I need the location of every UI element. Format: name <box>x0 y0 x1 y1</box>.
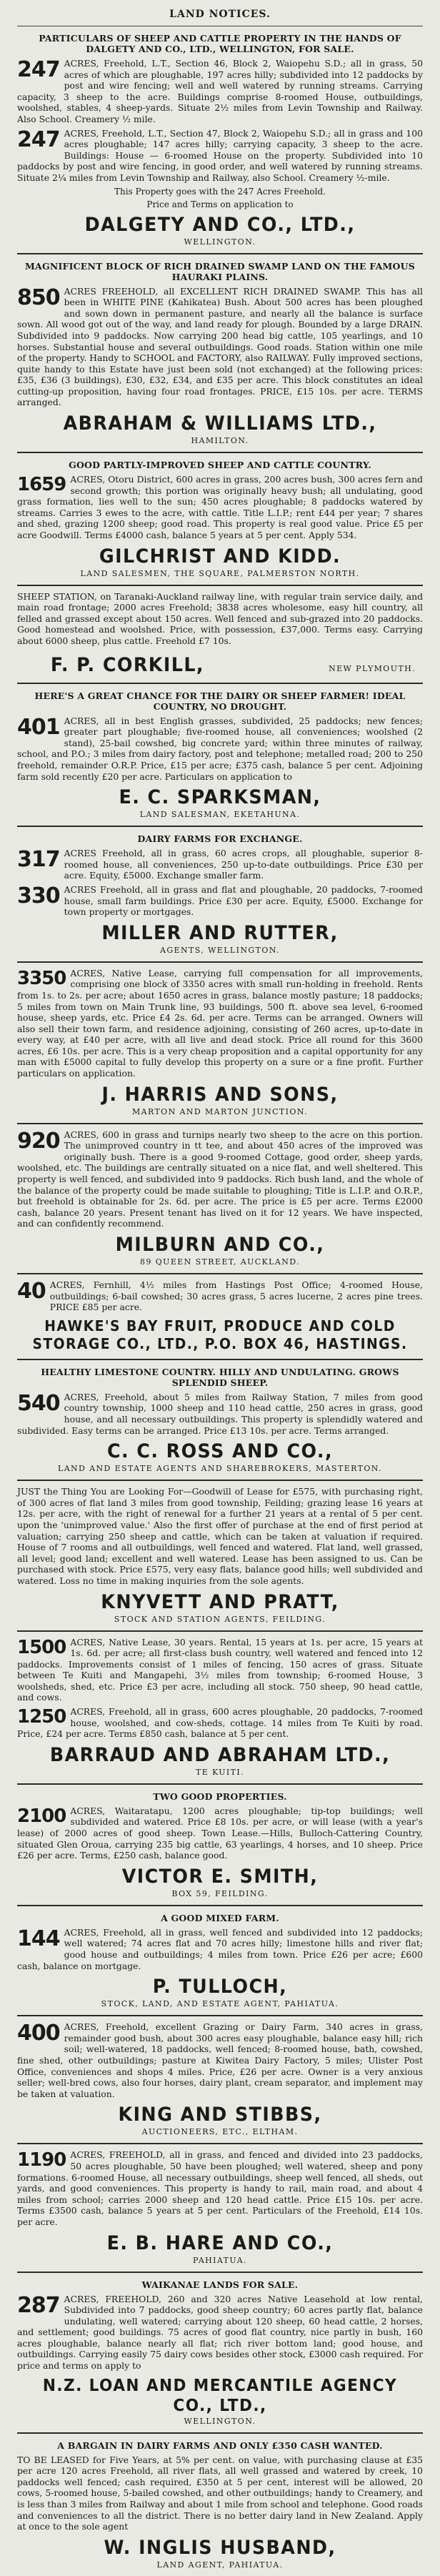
advert-heading: GOOD PARTLY-IMPROVED SHEEP AND CATTLE COUNTRY. <box>69 460 371 471</box>
property-listing <box>17 1129 423 1229</box>
agent-location: LAND AGENT, PAHIATUA. <box>156 2560 284 2570</box>
agent-location: LAND SALESMEN, THE SQUARE, PALMERSTON NORTH. <box>80 568 360 578</box>
listing-text: ACRES, Freehold, L.T., Section 46, Block 2, Waiopehu S.D.; all in grass, 50 acres of which are ploughable, 197 acres hilly; subdivided into 12 paddocks by post and wire fencing; well and well watered by running streams. Carrying capacity, 3 sheep to the acre. Buildings comprise 8-roomed House, outbuildings, woolshed, stables, 4 sheep-yards. Situate 2½ miles from Levin Township and Railway. Also School. Creamery ½ mile. <box>17 58 423 124</box>
land-advertisement <box>17 683 423 826</box>
listing-text: ACRES, Freehold, L.T., Section 47, Block 2, Waiopehu S.D.; all in grass and 100 acres ploughable; 147 acres hilly; carrying capacity, 3 sheep to the acre. Buildings: House — 6-roomed House on the property. Subdivided into 10 paddocks by post and wire fencing, in good order, and well watered by running streams. Situate 2¼ miles from Levin Township and Railway, also School. Creamery ½-mile. <box>17 127 423 183</box>
listing-text: ACRES, Otoru District, 600 acres in grass, 200 acres bush, 300 acres fern and second growth; this portion was originally heavy bush; all undulating, good grass formation, lies well to the sun; 450 acres ploughable; 8 paddocks watered by streams. Carries 3 ewes to the acre, with cattle. Title L.I.P.; rent £44 per year; 7 shares and shed, grazing 1200 sheep; good road. This property is real good value. Price £5 per acre Goodwill. Terms £4000 cash, balance 5 years at 5 per cent. Apply 534. <box>17 474 423 541</box>
agent-location: STOCK, LAND, AND ESTATE AGENT, PAHIATUA. <box>101 1999 339 2009</box>
agent-location: HAMILTON. <box>191 436 249 446</box>
acreage-number: 400 <box>17 2021 60 2046</box>
agent-name: E. C. SPARKSMAN, <box>119 786 321 809</box>
land-advertisement <box>17 1359 423 1480</box>
agent-name: GILCHRIST AND KIDD. <box>99 545 341 568</box>
acreage-number: 920 <box>17 1128 60 1154</box>
acreage-number: 144 <box>17 1926 60 1951</box>
agent-name: C. C. ROSS AND CO., <box>106 1440 334 1463</box>
land-advertisement <box>17 585 423 683</box>
listing-text: TO BE LEASED for Five Years, at 5% per cent. on value, with purchasing clause at £35 per acre 120 acres Freehold, all river flats, all well grassed and watered by creek, 10 paddocks well fenced; cash required, £350 at 5 per cent, interest will be allowed, 20 cows, 5-roomed house, 5-bailed cowshed, and other outbuildings; handy to Creamery, and is less than 3 miles from Railway and about 1 mile from school and telephone. Good roads and conveniences to all the district. There is no better dairy land in New Zealand. Apply at once to the sole agent <box>17 2454 423 2532</box>
agent-name: KING AND STIBBS, <box>118 2104 322 2126</box>
acreage-number: 401 <box>17 714 60 740</box>
property-listing <box>17 1392 423 1436</box>
advert-heading: A BARGAIN IN DAIRY FARMS AND ONLY £350 CASH WANTED. <box>57 2439 383 2451</box>
agent-name: MILLER AND RUTTER, <box>101 921 339 944</box>
property-listing <box>17 968 423 1079</box>
listing-text: ACRES, Freehold, about 5 miles from Railway Station, 7 miles from good country township, 1000 sheep and 110 head cattle, 250 acres in grass, good house, and all necessary outbuildings. This property is splendidly watered and subdivided. Easy terms can be arranged. Price £13 10s. per acre. Terms arranged. <box>17 1391 423 1436</box>
property-listing <box>17 2149 423 2227</box>
property-listing <box>17 58 423 125</box>
agent-name: ABRAHAM & WILLIAMS LTD., <box>63 412 377 435</box>
listing-text: ACRES, all in best English grasses, subdivided, 25 paddocks; new fences; greater part ploughable; five-roomed house, all conveniences; woolshed (2 stand), 25-bail cowshed, big concrete yard; within three minutes of railway, school, and P.O.; 3 miles from dairy factory, post and telephone; metalled road; 200 to 250 freehold, remainder O.R.P. Price, £15 per acre; £375 cash, balance 5 per cent. Adjoining farm sold recently £20 per acre. Particulars on application to <box>17 715 423 782</box>
advert-footer: Price and Terms on application to <box>146 199 294 209</box>
property-listing <box>17 1486 423 1586</box>
agent-location: TE KUITI. <box>195 1767 245 1777</box>
listing-text: ACRES, Freehold, all in grass, 600 acres ploughable, 20 paddocks, 7-roomed house, woolshed, and cow-sheds, cottage. 14 miles from Te Kuiti by road. Price, £24 per acre. Terms £850 cash, balance at 5 per cent. <box>17 1706 423 1740</box>
agent-name: N.Z. LOAN AND MERCANTILE AGENCY CO., LTD., <box>42 2376 398 2415</box>
listing-text: JUST the Thing You are Looking For—Goodwill of Lease for £575, with purchasing right, of 300 acres of flat land 3 miles from good township, Feilding; grazing lease 16 years at 12s. per acre, with the right of renewal for a further 21 years at a rental of 5 per cent. upon the 'unimproved value.' Also the first offer of purchase at the end of first period at valuation; carrying 250 sheep and cattle, which can be taken at valuation if required. House of 7 rooms and all outbuildings, well fenced and watered. Flat land, well grassed, all level; good land; excellent and well watered. Lease has been assigned to us. Can be purchased with stock. Price £575, very easy flats, balance good hills; well subdivided and watered. Loss no time in making inquiries from the sole agents. <box>17 1486 423 1586</box>
agent-location: MARTON AND MARTON JUNCTION. <box>131 1106 309 1116</box>
agent-name: KNYVETT AND PRATT, <box>101 1590 339 1613</box>
land-advertisement <box>17 1123 423 1273</box>
land-advertisement <box>17 826 423 961</box>
listing-text: ACRES, Freehold, excellent Grazing or Dairy Farm, 340 acres in grass, remainder good bush, about 300 acres easy ploughable, balance easy hill; rich soil; well-watered, 18 paddocks, well fenced; 8-roomed house, bath, cowshed, fine shed, other outbuildings; pasture at Kiwitea Dairy Factory, 5 miles; Ulister Post Office, conveniences and shops 4 miles. Price, £26 per acre. Owner is a very anxious seller; well-bred cows, also four horses, dairy plant, cream separator, and implement may be taken at valuation. <box>17 2021 423 2099</box>
land-advertisement <box>17 2432 423 2576</box>
agent-location: STOCK AND STATION AGENTS, FEILDING. <box>114 1614 326 1624</box>
advert-heading: DAIRY FARMS FOR EXCHANGE. <box>137 833 303 845</box>
advert-heading: WAIKANAE LANDS FOR SALE. <box>141 2279 299 2290</box>
agent-name: J. HARRIS AND SONS, <box>101 1083 339 1106</box>
agent-name: DALGETY AND CO., LTD., <box>84 213 356 236</box>
agent-location: NEW PLYMOUTH. <box>329 663 416 673</box>
advert-heading: HERE'S A GREAT CHANCE FOR THE DAIRY OR SHEEP FARMER! IDEAL COUNTRY, NO DROUGHT. <box>34 690 406 712</box>
listing-text: ACRES, 600 in grass and turnips nearly two sheep to the acre on this portion. The unimproved country in tt tee, and about 450 acres of the improved was originally bush. There is a good 9-roomed Cottage, good order, sheep yards, woolshed, etc. The buildings are centrally situated on a nice flat, and well sheltered. This property is well fenced, and subdivided into 9 paddocks. Rich bush land, and the whole of the balance of the property could be made suitable to ploughing; Title is L.I.P. and O.R.P., but freehold is obtainable for 2s. 6d. per acre. The price is £5 per acre. Terms £2000 cash, balance 20 years. Present tenant has lived on it for 12 years. We have inspected, and can confidently recommend. <box>17 1129 423 1229</box>
listing-text: ACRES FREEHOLD, all EXCELLENT RICH DRAINED SWAMP. This has all been in WHITE PINE (Kahikatea) Bush. About 500 acres has been ploughed and sown down in permanent pasture, and nearly all the balance is surface sown. All wood got out of the way, and land ready for plough. Bounded by a large DRAIN. Subdivided into 9 paddocks. Now carrying 200 head big cattle, 105 yearlings, and 10 horses. Substantial house and several outbuildings. Good roads. Station within one mile of the property. Handy to SCHOOL and FACTORY, also RAILWAY. Fully improved sections, quite handy to this Estate have just been sold (not exchanged) at the following prices: £35, £36 (3 buildings), £30, £32, £34, and £35 per acre. This block constitutes an ideal cutting-up proposition, having four road frontages. PRICE, £15 10s. per acre. TERMS arranged. <box>17 285 423 408</box>
agent-name: F. P. CORKILL, <box>50 653 204 676</box>
property-listing <box>17 2021 423 2099</box>
advert-heading: HEALTHY LIMESTONE COUNTRY. HILLY AND UNDULATING. GROWS SPLENDID SHEEP. <box>41 1366 399 1388</box>
agent-name: HAWKE'S BAY FRUIT, PRODUCE AND COLD STORAGE CO., LTD., P.O. BOX 46, HASTINGS. <box>32 1317 408 1352</box>
acreage-number: 540 <box>17 1390 60 1416</box>
acreage-number: 330 <box>17 883 60 908</box>
acreage-number: 1659 <box>17 474 66 496</box>
land-advertisement <box>17 2272 423 2432</box>
property-listing <box>17 2294 423 2372</box>
land-advertisement <box>17 1783 423 1905</box>
acreage-number: 40 <box>17 1279 46 1304</box>
agent-location: WELLINGTON. <box>184 2416 256 2426</box>
listing-text: ACRES, Fernhill, 4½ miles from Hastings Post Office; 4-roomed House, outbuildings; 6-bail cowshed; 30 acres grass, 5 acres lucerne, 2 acres pine trees. PRICE £85 per acre. <box>49 1279 423 1313</box>
property-listing <box>17 1706 423 1740</box>
land-advertisement <box>17 961 423 1123</box>
land-advertisement <box>17 1905 423 2015</box>
property-listing <box>17 1279 423 1313</box>
acreage-number: 1500 <box>17 1636 66 1658</box>
listing-text: ACRES Freehold, all in grass, 60 acres crops, all ploughable, superior 8-roomed house, all conveniences, 250 up-to-date outbuildings. Price £30 per acre. Equity, £5000. Exchange smaller farm. <box>64 848 423 881</box>
agent-name: VICTOR E. SMITH, <box>121 1865 319 1888</box>
land-advertisement <box>17 1273 423 1359</box>
acreage-number: 247 <box>17 127 60 152</box>
land-advertisement <box>17 253 423 452</box>
land-advertisement <box>17 2015 423 2143</box>
agent-name: BARRAUD AND ABRAHAM LTD., <box>49 1743 391 1766</box>
agent-name: E. B. HARE AND CO., <box>106 2231 334 2254</box>
acreage-number: 850 <box>17 284 60 310</box>
listing-text: ACRES, Waitaratapu, 1200 acres ploughable; tip-top buildings; well subdivided and watered. Price £8 10s. per acre, or will lease (with a year's lease) of 2000 acres of good sheep. Town Lease.—Hills, Bulloch-Cattering Country, situated Glen Oroua, carrying 235 big cattle, 63 yearlings, 4 horses, and 10 sheep. Price £26 per acre. Terms, £250 cash, balance good. <box>17 1805 423 1861</box>
advert-heading: MAGNIFICENT BLOCK OF RICH DRAINED SWAMP LAND ON THE FAMOUS HAURAKI PLAINS. <box>25 260 415 282</box>
property-listing <box>17 848 423 881</box>
land-advertisement <box>17 1630 423 1783</box>
listing-text: SHEEP STATION, on Taranaki-Auckland railway line, with regular train service daily, and main road frontage; 2000 acres Freehold; 3838 acres wholesome, easy hill country, all felled and grassed except about 150 acres. Well fenced and sub-grazed into 20 paddocks. Good homestead and woolshed. Price, with possession, £37,000. Terms easy. Carrying about 6000 sheep, plus cattle. Freehold £7 10s. <box>17 590 423 646</box>
agent-location: WELLINGTON. <box>184 237 256 247</box>
listing-text: ACRES, FREEHOLD, 260 and 320 acres Native Leasehold at low rental, Subdivided into 7 paddocks, good sheep country; 60 acres partly flat, balance undulating, well watered; carrying about 120 sheep, 60 head cattle, 2 horses, and settlement; good buildings. 75 acres of good flat country, nice partly in bush, 160 acres ploughable, balance nearly all flat; rich river bottom land; good house, and outbuildings. Carrying easily 75 dairy cows besides other stock, £3000 cash required. For price and terms on apply to <box>17 2293 423 2372</box>
agent-name: P. TULLOCH, <box>152 1976 288 1998</box>
property-listing <box>17 1637 423 1704</box>
agent-location: LAND AND ESTATE AGENTS AND SHAREBROKERS, MASTERTON. <box>57 1464 383 1474</box>
advert-heading: TWO GOOD PROPERTIES. <box>153 1790 287 1802</box>
listing-text: ACRES Freehold, all in grass and flat and ploughable, 20 paddocks, 7-roomed house, small farm buildings. Price £30 per acre. Equity, £5000. Exchange for town property or mortgages. <box>64 883 423 918</box>
agent-row <box>17 650 423 677</box>
property-listing <box>17 715 423 783</box>
listing-text: ACRES, FREEHOLD, all in grass, and fenced and divided into 23 paddocks, 50 acres ploughable, 50 have been ploughed; well watered, sheep and pony formations. 6-roomed House, all necessary outbuildings, sheep well fenced, all sheds, out yards, and good conveniences. This property is handy to rail, main road, and about 4 miles from school; carries 2000 sheep and 120 head cattle. Price £15 10s. per acre. Terms £3500 cash, balance 5 years at 5 per cent. Particulars of the Freehold, £14 10s. per acre. <box>17 2149 423 2227</box>
acreage-number: 3350 <box>17 967 66 989</box>
listing-text: ACRES, Native Lease, 30 years. Rental, 15 years at 1s. per acre, 15 years at 1s. 6d. per acre; all first-class bush country, well watered and fenced into 12 paddocks. Improvements consist of 1 miles of fencing, 150 acres of grass. Situate between Te Kuiti and Mangapehi, 3½ miles from township; 6-roomed House, 3 woolsheds, shed, etc. Price £3 per acre, including all stock. 750 sheep, 90 head cattle, and cows. <box>17 1636 423 1703</box>
advert-heading: PARTICULARS OF SHEEP AND CATTLE PROPERTY IN THE HANDS OF DALGETY AND CO., LTD., WELLINGTON, FOR SALE. <box>39 33 401 54</box>
land-advertisement <box>17 2143 423 2271</box>
agent-location: 89 QUEEN STREET, AUCKLAND. <box>140 1257 300 1267</box>
land-advertisement <box>17 1480 423 1630</box>
property-listing <box>17 884 423 918</box>
agent-location: AGENTS, WELLINGTON. <box>160 945 280 955</box>
property-listing <box>17 474 423 541</box>
acreage-number: 2100 <box>17 1805 66 1827</box>
property-listing <box>17 1805 423 1861</box>
acreage-number: 1190 <box>17 2149 66 2171</box>
listing-text: ACRES, Native Lease, carrying full compensation for all improvements, comprising one block of 3350 acres with small run-holding in freehold. Rents from 1s. to 2s. per acre; about 1650 acres in grass, balance mostly pasture; 18 paddocks; 5 miles from town on Main Trunk line, 93 buildings, 500 ft. above sea level, 6-roomed house, sheep yards, etc. Price £4 2s. 6d. per acre. Terms can be arranged. Owners will also sell their town farm, and residence adjoining, consisting of 260 acres, up-to-date in every way, at £40 per acre, with all live and dead stock. Price all round for this 3600 acres, £6 10s. per acre. This is a very cheap proposition and a capital opportunity for any man with £5000 capital to fully develop this property on a sure or a fine profit. Further particulars on application. <box>17 967 423 1079</box>
page-title: LAND NOTICES. <box>169 9 271 20</box>
land-advertisement <box>17 26 423 253</box>
land-advertisement <box>17 452 423 585</box>
acreage-number: 1250 <box>17 1706 66 1728</box>
property-listing <box>17 1927 423 1971</box>
property-listing <box>17 286 423 409</box>
advert-note: This Property goes with the 247 Acres Freehold. <box>114 186 326 197</box>
agent-name: W. INGLIS HUSBAND, <box>104 2536 336 2559</box>
acreage-number: 247 <box>17 57 60 82</box>
listing-text: ACRES, Freehold, all in grass, well fenced and subdivided into 12 paddocks; well watered; 74 acres flat and 70 acres hilly; limestone hills and river flat; good house and outbuildings; 4 miles from town. Price £26 per acre; £600 cash, balance on mortgage. <box>17 1926 423 1971</box>
agent-location: PAHIATUA. <box>193 2255 247 2265</box>
agent-location: LAND SALESMAN, EKETAHUNA. <box>139 810 301 820</box>
agent-name: MILBURN AND CO., <box>115 1234 325 1256</box>
agent-location: AUCTIONEERS, ETC., ELTHAM. <box>141 2127 299 2137</box>
advertisements <box>17 26 423 2576</box>
agent-location: BOX 59, FEILDING. <box>171 1888 269 1898</box>
acreage-number: 287 <box>17 2292 60 2318</box>
acreage-number: 317 <box>17 847 60 873</box>
property-listing <box>17 591 423 647</box>
property-listing <box>17 128 423 184</box>
property-listing <box>17 2454 423 2532</box>
advert-heading: A GOOD MIXED FARM. <box>161 1912 279 1923</box>
